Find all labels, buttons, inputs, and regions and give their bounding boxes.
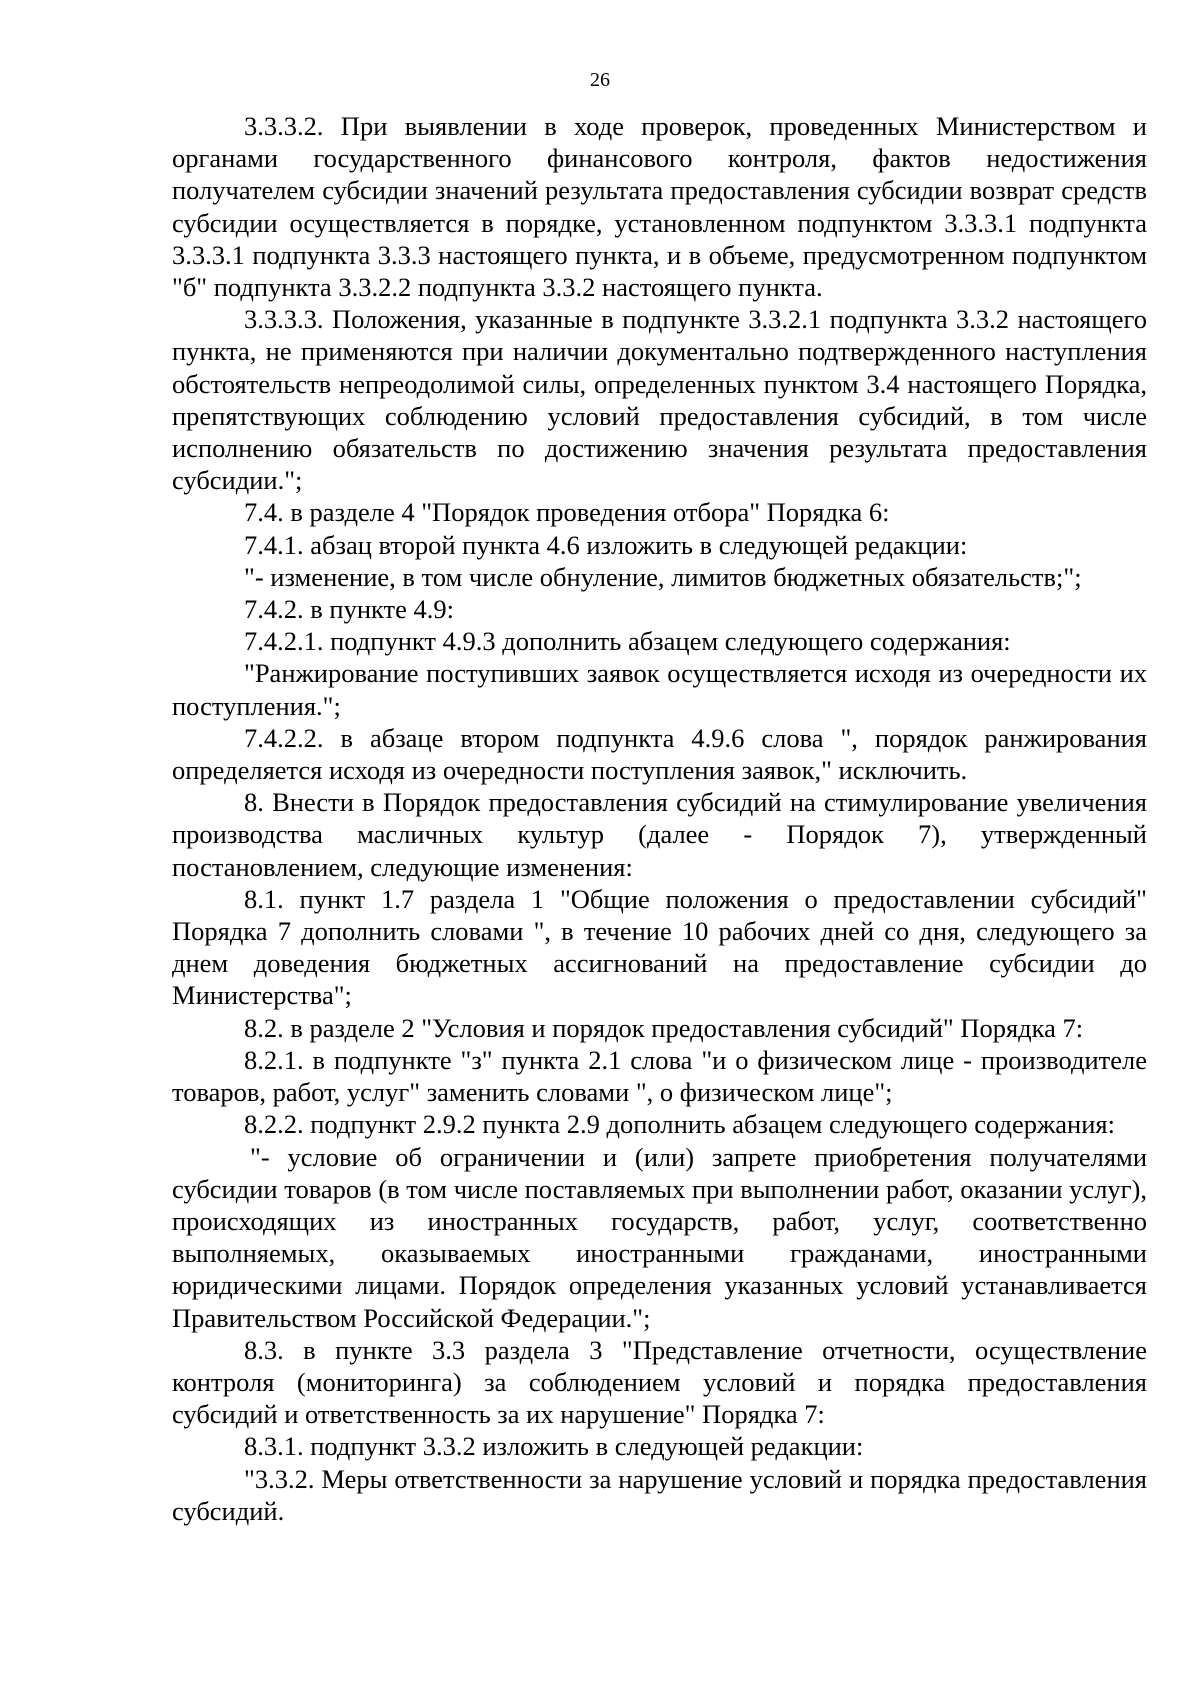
page-number: 26 <box>590 69 610 91</box>
document-body <box>172 110 1147 1527</box>
paragraph-8: 8. Внести в Порядок предоставления субсидий на стимулирование увеличения производства масличных культур (далее - Порядок 7), утвержденный постановлением, следующие изменения: <box>172 787 1147 882</box>
paragraph-7-4-2-2: 7.4.2.2. в абзаце втором подпункта 4.9.6 слова ", порядок ранжирования определяется исходя из очередности поступления заявок," исключить. <box>172 722 1147 786</box>
paragraph-8-3: 8.3. в пункте 3.3 раздела 3 "Представление отчетности, осуществление контроля (мониторинга) за соблюдением условий и порядка предоставления субсидий и ответственность за их нарушение" Порядка 7: <box>172 1334 1147 1430</box>
paragraph-8-2: 8.2. в разделе 2 "Условия и порядок предоставления субсидий" Порядка 7: <box>244 1012 1084 1043</box>
paragraph-3-3-3-2: 3.3.3.2. При выявлении в ходе проверок, проведенных Министерством и органами государственного финансового контроля, фактов недостижения получателем субсидии значений результата предоставления субсидии возврат средств субсидии осуществляется в порядке, установленном подпунктом 3.3.3.1 подпункта 3.3.3.1 подпункта 3.3.3 настоящего пункта, и в объеме, предусмотренном подпунктом "б" подпункта 3.3.2.2 подпункта 3.3.2 настоящего пункта. <box>172 111 1147 303</box>
paragraph-quote-foreign-goods: "- условие об ограничении и (или) запрете приобретения получателями субсидии товаров (в том числе поставляемых при выполнении работ, оказании услуг), происходящих из иностранных государств, работ, услуг, соответственно выполняемых, оказываемых иностранными гражданами, иностранными юридическими лицами. Порядок определения указанных условий устанавливается Правительством Российской Федерации."; <box>172 1141 1147 1333</box>
paragraph-quote-ranking: "Ранжирование поступивших заявок осуществляется исходя из очередности их поступления."; <box>172 658 1147 721</box>
paragraph-8-1: 8.1. пункт 1.7 раздела 1 "Общие положения о предоставлении субсидий" Порядка 7 дополнить словами ", в течение 10 рабочих дней со дня, следующего за днем доведения бюджетных ассигнований на предоставление субсидии до Министерства"; <box>172 883 1147 1011</box>
paragraph-7-4-2: 7.4.2. в пункте 4.9: <box>244 594 454 625</box>
paragraph-quote-budget-limits: "- изменение, в том числе обнуление, лимитов бюджетных обязательств;"; <box>244 561 1082 592</box>
paragraph-8-2-2: 8.2.2. подпункт 2.9.2 пункта 2.9 дополнить абзацем следующего содержания: <box>244 1109 1115 1140</box>
paragraph-7-4: 7.4. в разделе 4 "Порядок проведения отбора" Порядка 6: <box>244 497 890 528</box>
paragraph-7-4-1: 7.4.1. абзац второй пункта 4.6 изложить в следующей редакции: <box>244 529 968 560</box>
paragraph-3-3-3-3: 3.3.3.3. Положения, указанные в подпункте 3.3.2.1 подпункта 3.3.2 настоящего пункта, не применяются при наличии документально подтвержденного наступления обстоятельств непреодолимой силы, определенных пунктом 3.4 настоящего Порядка, препятствующих соблюдению условий предоставления субсидий, в том числе исполнению обязательств по достижению значения результата предоставления субсидии."; <box>172 304 1147 496</box>
paragraph-8-2-1: 8.2.1. в подпункте "з" пункта 2.1 слова "и о физическом лице - производителе товаров, работ, услуг" заменить словами ", о физическом лице"; <box>172 1044 1147 1108</box>
paragraph-8-3-1: 8.3.1. подпункт 3.3.2 изложить в следующей редакции: <box>244 1431 864 1462</box>
paragraph-quote-3-3-2: "3.3.2. Меры ответственности за нарушение условий и порядка предоставления субсидий. <box>172 1463 1147 1526</box>
paragraph-7-4-2-1: 7.4.2.1. подпункт 4.9.3 дополнить абзацем следующего содержания: <box>244 626 1011 657</box>
